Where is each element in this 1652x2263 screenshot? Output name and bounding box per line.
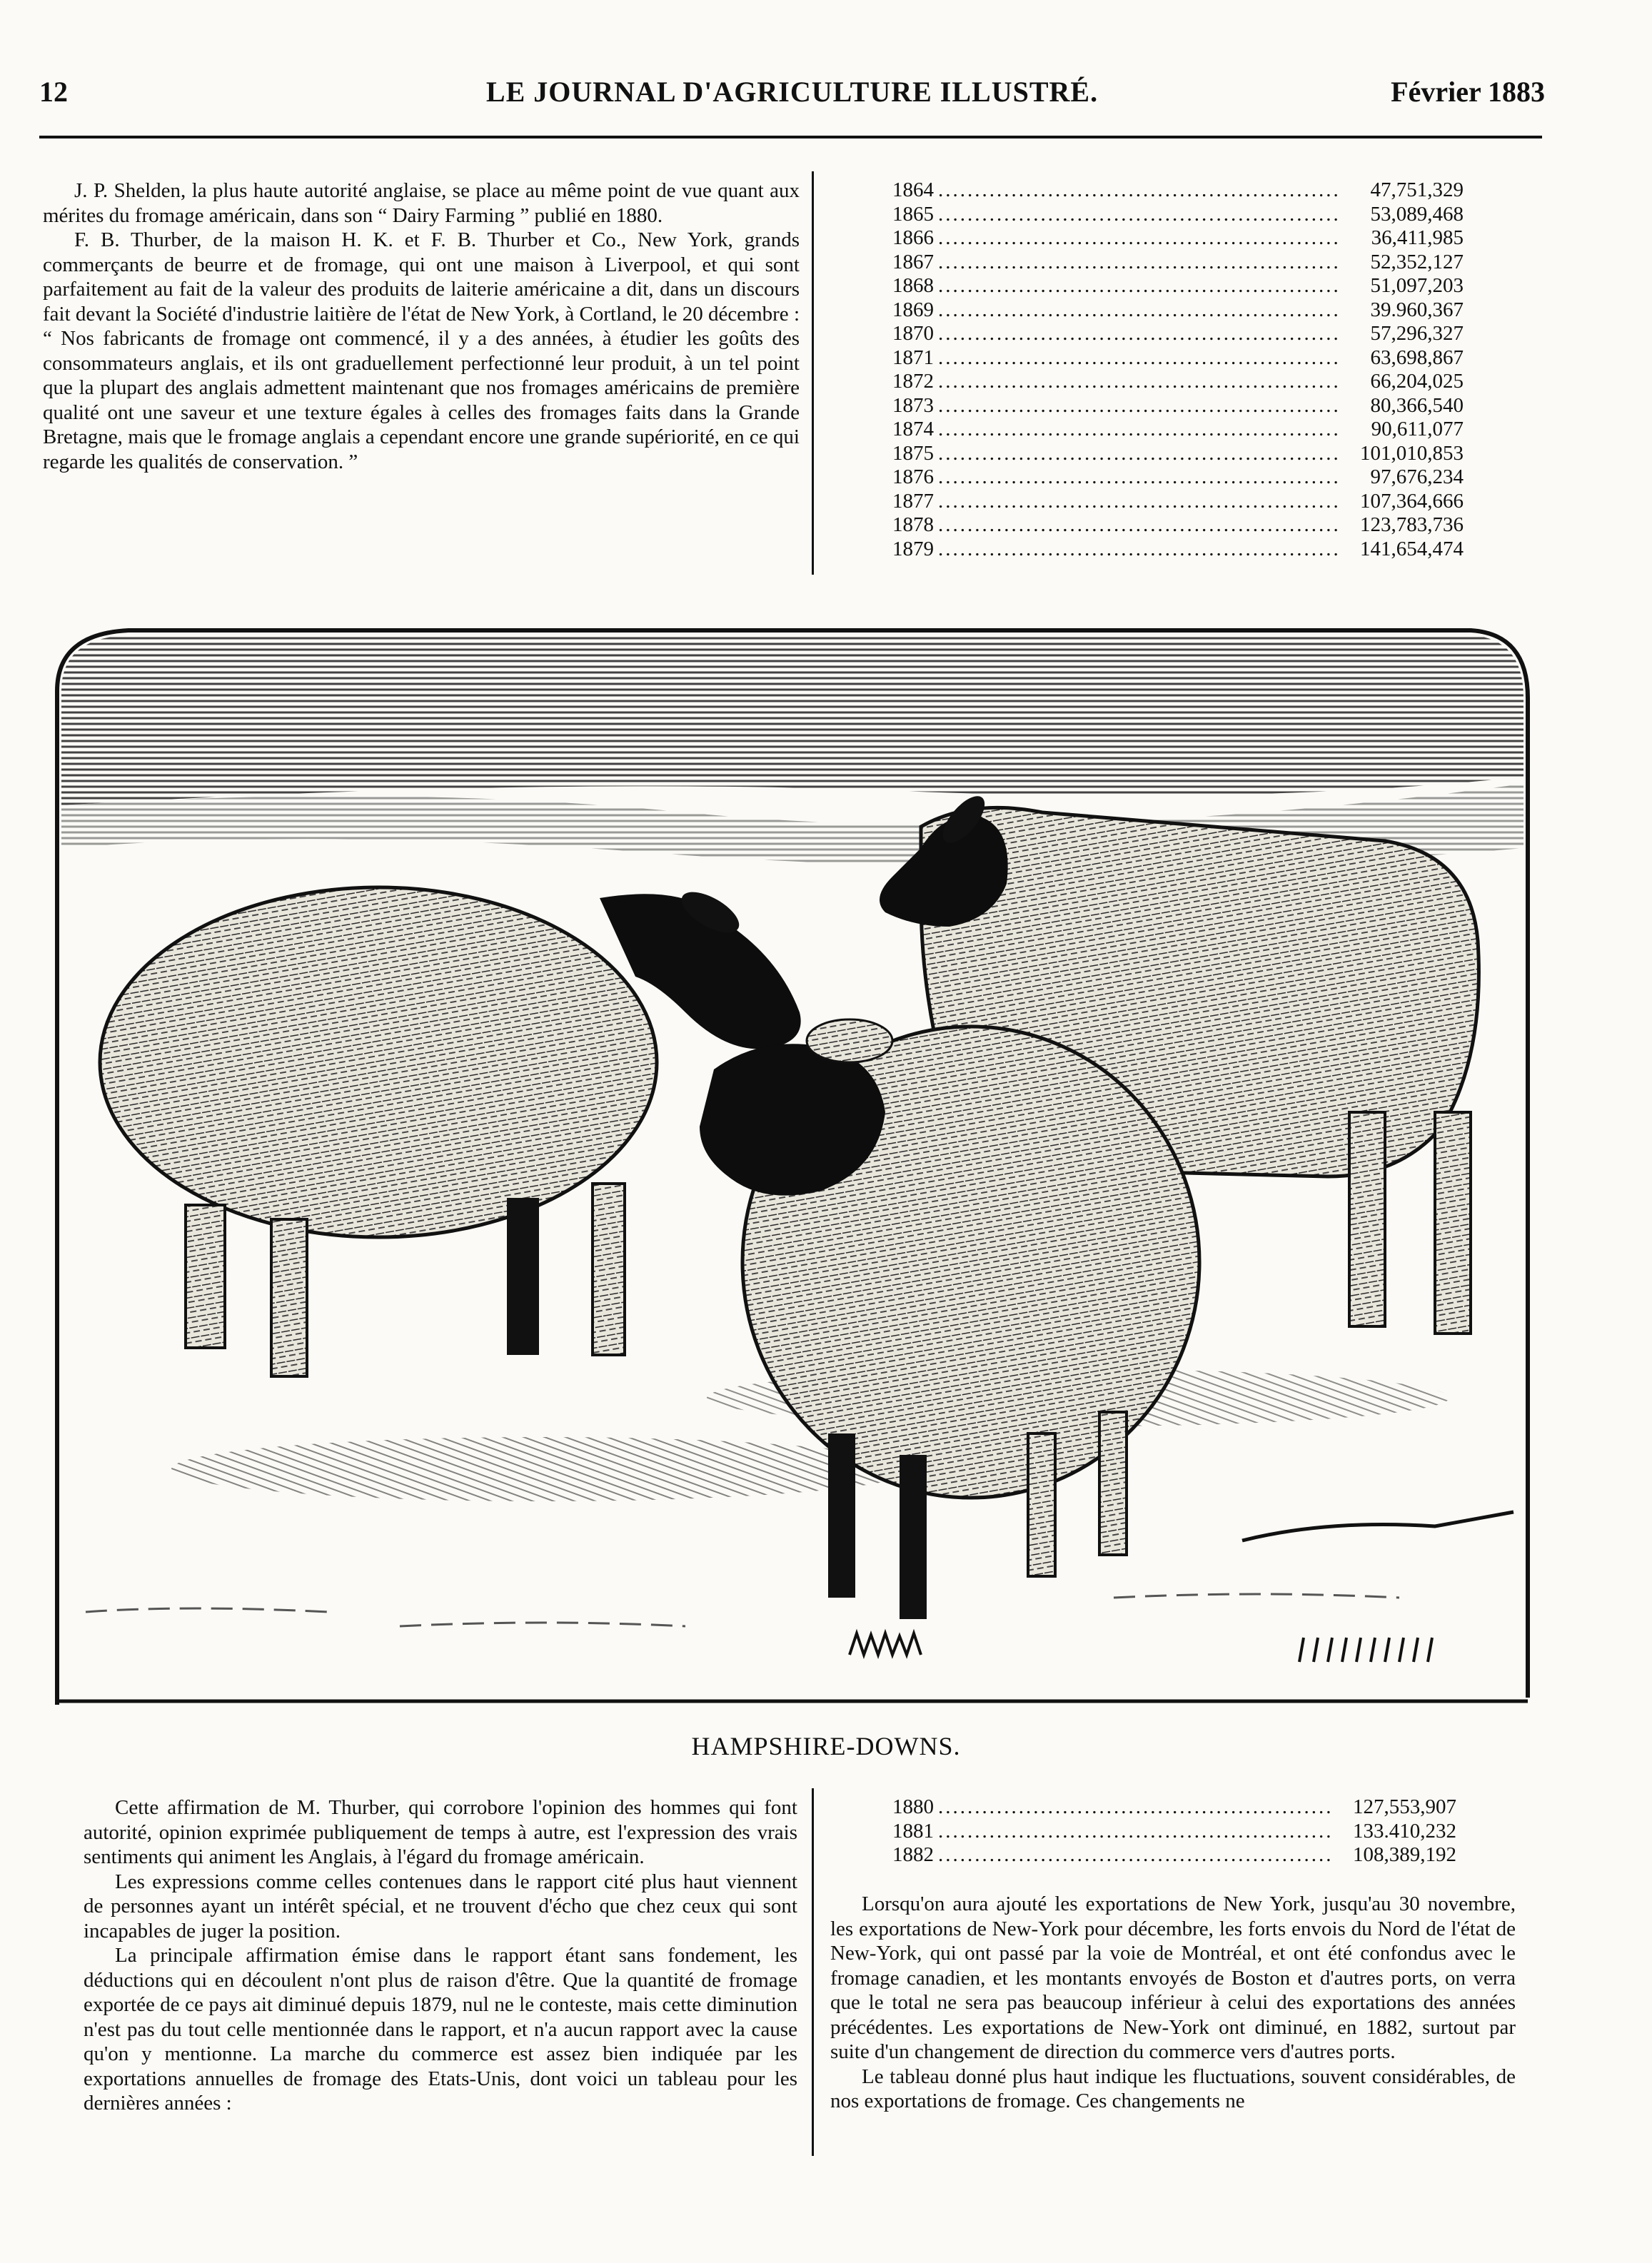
- dot-leader: [938, 442, 1338, 466]
- year-cell: 1868: [892, 274, 934, 297]
- sheep-front: [700, 1019, 1199, 1619]
- year-cell: 1879: [892, 537, 934, 560]
- top-column-divider: [812, 171, 814, 575]
- table-row: [892, 346, 1464, 371]
- paragraph-new-york: Lorsqu'on aura ajouté les exportations de New York, jusqu'au 30 novembre, les exportations de New-York pour décembre, les forts envois du Nord de l'état de New-York, qui ont passé par la voie de Montréal, et ont été confondus avec le fromage canadien, et les montants envoyés de Boston et d'autres ports, on verra que le total ne sera pas beaucoup inférieur à celui des exportations des années précédentes. Les exportations de New-York ont diminué, en 1882, surtout par suite d'un changement de direction du commerce vers d'autres ports.: [830, 1892, 1516, 2063]
- dot-leader: [938, 538, 1338, 562]
- page-number: 12: [39, 76, 68, 108]
- table-row: [892, 490, 1464, 514]
- value-cell: 97,676,234: [1370, 465, 1464, 488]
- year-cell: 1878: [892, 513, 934, 536]
- value-cell: 133.410,232: [1353, 1819, 1456, 1843]
- dot-leader: [938, 298, 1338, 323]
- dot-leader: [938, 418, 1338, 442]
- table-row: [892, 1795, 1456, 1820]
- value-cell: 51,097,203: [1370, 274, 1464, 297]
- year-cell: 1876: [892, 465, 934, 488]
- dot-leader: [938, 490, 1338, 514]
- year-cell: 1873: [892, 393, 934, 417]
- table-row: [892, 274, 1464, 298]
- top-left-column: [43, 178, 800, 474]
- table-row: [892, 1843, 1456, 1868]
- value-cell: 90,611,077: [1371, 418, 1464, 440]
- value-cell: 57,296,327: [1370, 322, 1464, 345]
- value-cell: 66,204,025: [1370, 370, 1464, 393]
- dot-leader: [938, 1843, 1331, 1868]
- header-rule: [39, 136, 1542, 138]
- table-row: [892, 322, 1464, 346]
- value-cell: 107,364,666: [1360, 489, 1464, 513]
- value-cell: 80,366,540: [1370, 393, 1464, 417]
- value-cell: 141,654,474: [1360, 537, 1464, 560]
- dot-leader: [938, 346, 1338, 371]
- table-row: [892, 226, 1464, 251]
- paragraph-tableau: Le tableau donné plus haut indique les fluctuations, souvent considérables, de nos exportations de fromage. Ces changements ne: [830, 2065, 1516, 2112]
- dot-leader: [938, 178, 1338, 203]
- value-cell: 47,751,329: [1370, 178, 1464, 201]
- exports-table-1864-1879: [892, 178, 1464, 561]
- year-cell: 1875: [892, 441, 934, 465]
- dot-leader: [938, 274, 1338, 298]
- dot-leader: [938, 370, 1338, 394]
- paragraph-shelden: J. P. Shelden, la plus haute autorité anglaise, se place au même point de vue quant aux mérites du fromage américain, dans son “ Dairy Farming ” publié en 1880.: [43, 179, 800, 227]
- value-cell: 39.960,367: [1370, 298, 1464, 321]
- year-cell: 1865: [892, 202, 934, 226]
- value-cell: 36,411,985: [1371, 226, 1464, 249]
- table-row: [892, 370, 1464, 394]
- year-cell: 1869: [892, 298, 934, 321]
- value-cell: 101,010,853: [1360, 441, 1464, 465]
- exports-table-1880-1882: [892, 1795, 1456, 1868]
- sheep-left: [100, 884, 801, 1376]
- table-row: [892, 251, 1464, 275]
- table-row: [892, 418, 1464, 442]
- table-row: [892, 465, 1464, 490]
- year-cell: 1870: [892, 322, 934, 345]
- table-row: [892, 394, 1464, 418]
- year-cell: 1881: [892, 1819, 934, 1843]
- dot-leader: [938, 1795, 1331, 1820]
- table-row: [892, 178, 1464, 203]
- bottom-left-column: [84, 1795, 797, 2116]
- paragraph-principale: La principale affirmation émise dans le rapport étant sans fondement, les déductions qui en découlent n'ont plus de raison d'être. Que la quantité de fromage exportée de ce pays ait diminué depuis 1879, nul ne le conteste, mais cette diminution n'est pas du tout celle mentionnée dans le rapport, et n'a aucun rapport avec la cause qu'on y mentionne. La marche du commerce est assez bien indiquée par les exportations annuelles de fromage des Etats-Unis, dont voici un tableau pour les dernières années :: [84, 1944, 797, 2115]
- table-row: [892, 442, 1464, 466]
- year-cell: 1874: [892, 418, 934, 440]
- table-row: [892, 513, 1464, 538]
- dot-leader: [938, 226, 1338, 251]
- year-cell: 1882: [892, 1843, 934, 1866]
- dot-leader: [938, 251, 1338, 275]
- dot-leader: [938, 322, 1338, 346]
- value-cell: 127,553,907: [1353, 1795, 1456, 1818]
- table-row: [892, 1820, 1456, 1844]
- table-row: [892, 298, 1464, 323]
- value-cell: 108,389,192: [1353, 1843, 1456, 1866]
- page-header: [39, 75, 1545, 125]
- value-cell: 52,352,127: [1370, 250, 1464, 273]
- paragraph-expressions: Les expressions comme celles contenues dans le rapport cité plus haut viennent de personnes ayant un intérêt spécial, et ne trouvent d'écho que chez ceux qui sont incapables de juger la position.: [84, 1870, 797, 1942]
- year-cell: 1877: [892, 489, 934, 513]
- year-cell: 1871: [892, 346, 934, 369]
- illustration-caption: HAMPSHIRE-DOWNS.: [691, 1732, 961, 1760]
- year-cell: 1864: [892, 178, 934, 201]
- year-cell: 1866: [892, 226, 934, 249]
- year-cell: 1880: [892, 1795, 934, 1818]
- bottom-right-column: [830, 1892, 1516, 2114]
- dot-leader: [938, 1820, 1331, 1844]
- dot-leader: [938, 465, 1338, 490]
- year-cell: 1867: [892, 250, 934, 273]
- dot-leader: [938, 203, 1338, 227]
- table-row: [892, 538, 1464, 562]
- hampshire-downs-engraving: [43, 613, 1542, 1705]
- value-cell: 123,783,736: [1360, 513, 1464, 536]
- value-cell: 63,698,867: [1370, 346, 1464, 369]
- paragraph-affirmation: Cette affirmation de M. Thurber, qui corrobore l'opinion des hommes qui font autorité, opinion exprimée publiquement de temps à autre, est l'expression des vrais sentiments qui animent les Anglais, à l'égard du fromage américain.: [84, 1796, 797, 1868]
- issue-date: Février 1883: [1391, 76, 1545, 108]
- journal-title: LE JOURNAL D'AGRICULTURE ILLUSTRÉ.: [485, 76, 1099, 108]
- bottom-column-divider: [812, 1788, 814, 2156]
- year-cell: 1872: [892, 370, 934, 393]
- value-cell: 53,089,468: [1370, 202, 1464, 226]
- dot-leader: [938, 513, 1338, 538]
- table-row: [892, 203, 1464, 227]
- dot-leader: [938, 394, 1338, 418]
- paragraph-thurber: F. B. Thurber, de la maison H. K. et F. B. Thurber et Co., New York, grands commerçants de beurre et de fromage, qui ont une maison à Liverpool, et qui sont parfaitement au fait de la valeur des produits de laiterie américaine a dit, dans un discours fait devant la Société d'industrie laitière de l'état de New York, à Cortland, le 20 décembre : “ Nos fabricants de fromage ont commencé, il y a des années, à étudier les goûts des consommateurs anglais, et ils ont graduellement perfectionné leur produit, à un tel point que la plupart des anglais admettent maintenant que nos fromages américains de première qualité ont une saveur et une texture égales à celles des fromages faits dans la Grande Bretagne, mais que le fromage anglais a cependant encore une grande supériorité, en ce qui regarde les qualités de conservation. ”: [43, 228, 800, 473]
